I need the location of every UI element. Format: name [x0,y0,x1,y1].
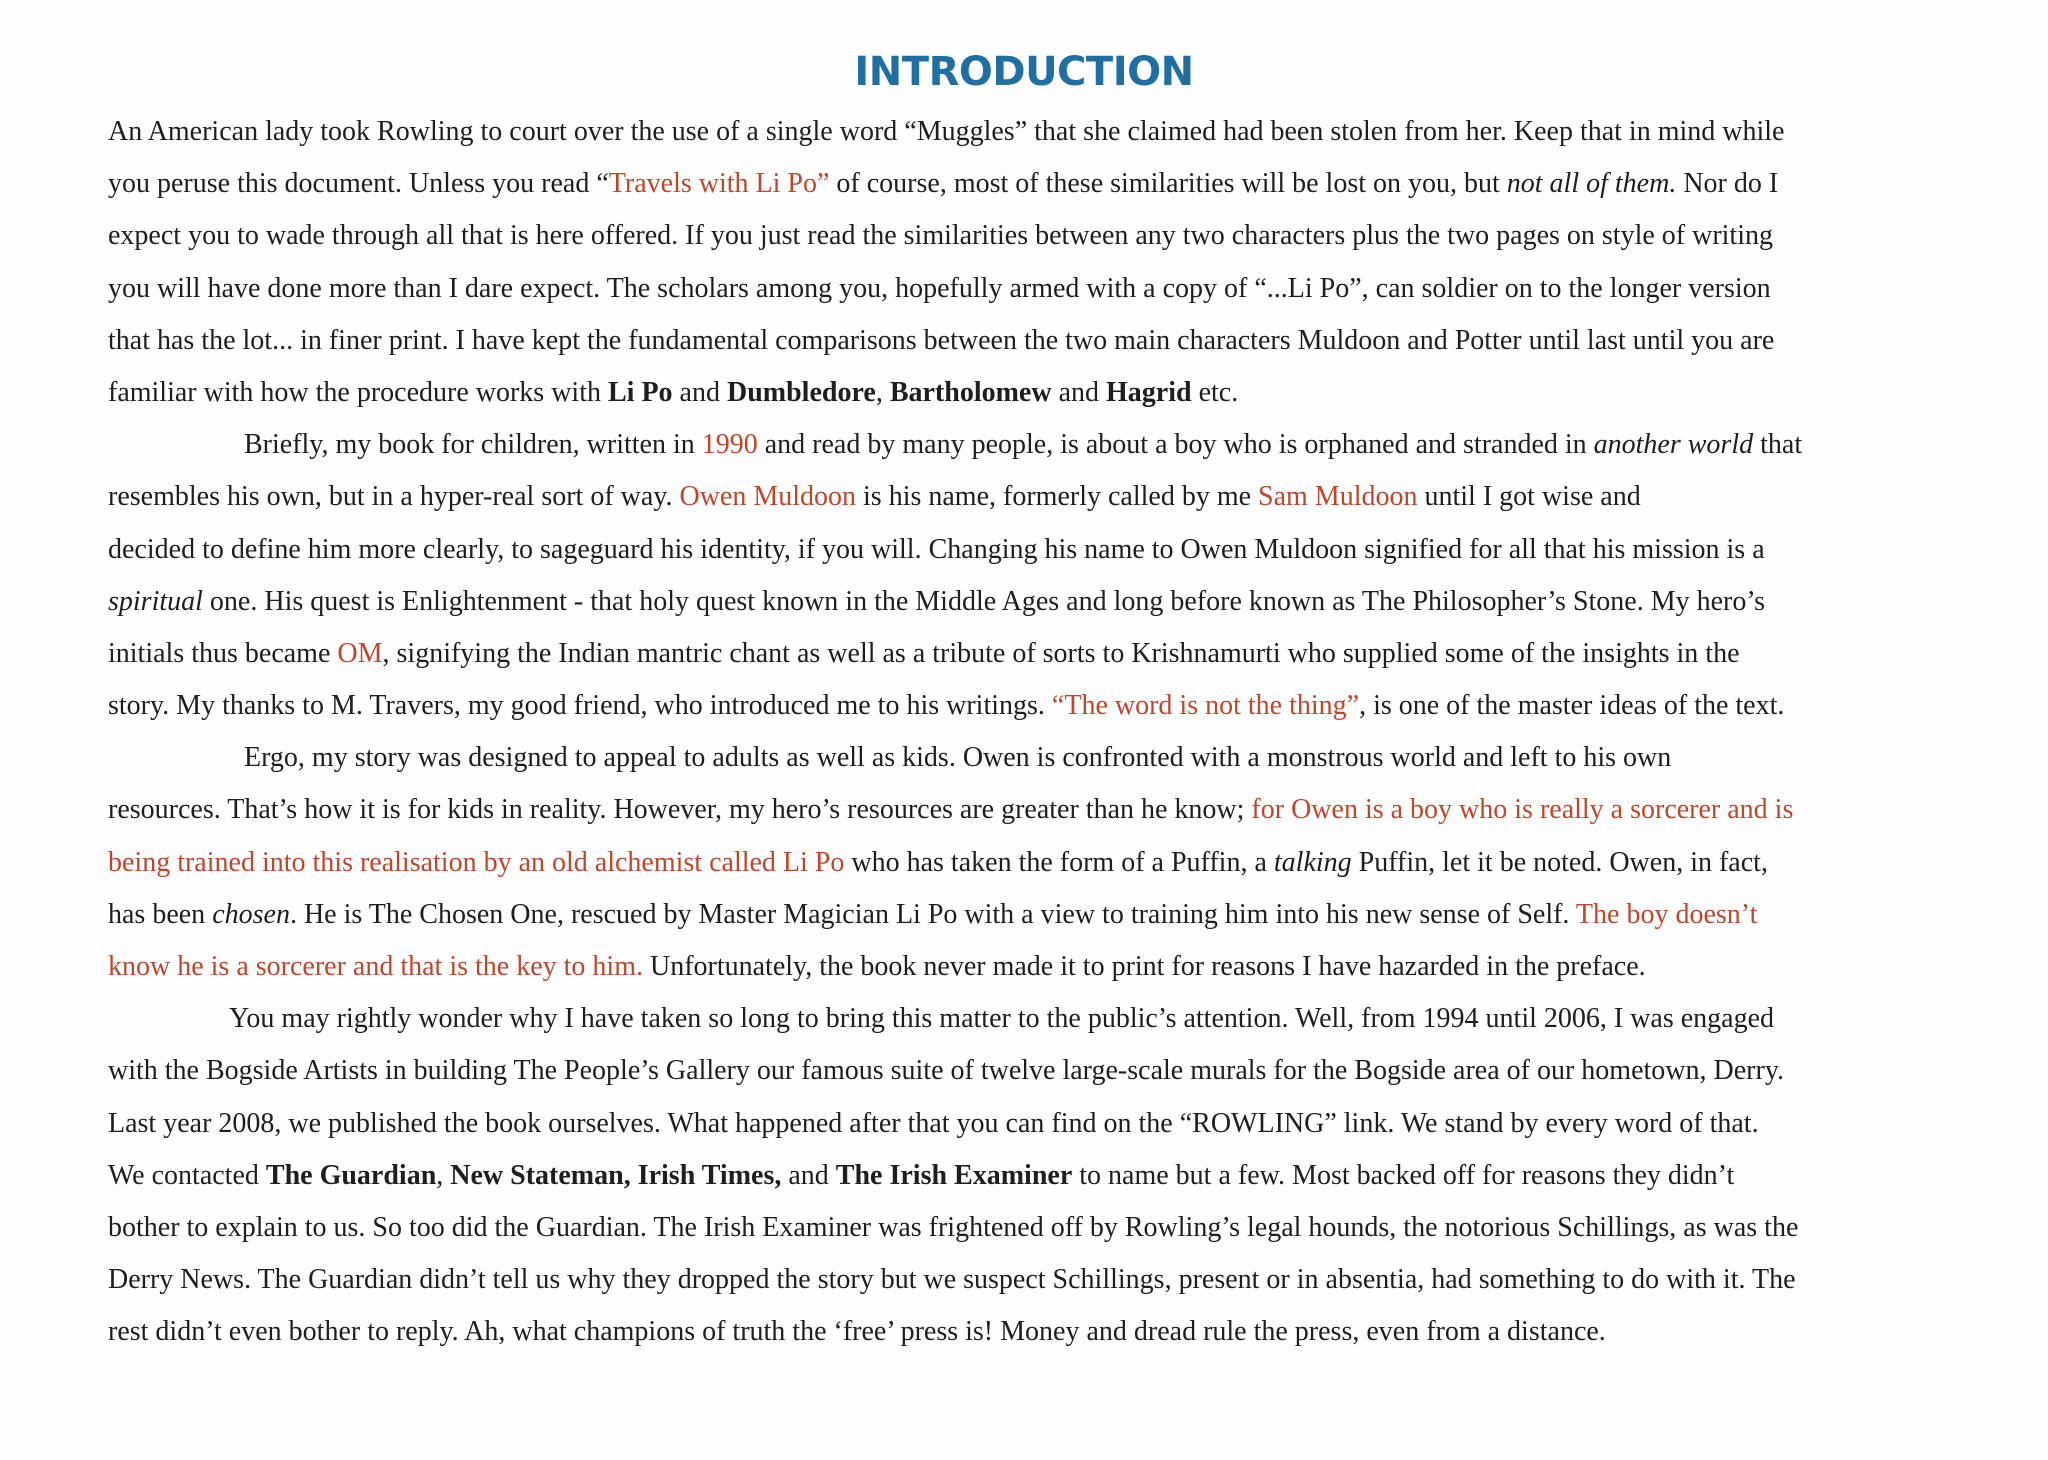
bold-text: Dumbledore [726,376,876,408]
italic-text: spiritual [108,585,203,617]
text-run: , signifying the Indian mantric chant as well as a tribute of sorts to Krishnamurti who supplied some of the insights in the [382,637,1740,669]
italic-text: chosen [212,898,290,930]
italic-text: another world [1593,429,1754,461]
highlighted-text: The boy doesn’t [1575,898,1758,930]
text-run: resources. That’s how it is for kids in reality. However, my hero’s resources are greater than he know; [108,794,1252,826]
text-run: familiar with how the procedure works with [108,376,608,408]
text-run: and [781,1159,836,1191]
bold-text: Li Po [607,376,673,408]
text-line [108,784,2008,836]
highlighted-text: “The word is not the thing” [1051,690,1360,722]
italic-text: not all of them. [1506,168,1677,200]
bold-text: Bartholomew [889,376,1052,408]
text-line [108,1306,2008,1358]
text-run: Nor do I [1676,168,1779,200]
text-run: resembles his own, but in a hyper-real sort of way. [108,481,680,513]
text-run: you will have done more than I dare expect. The scholars among you, hopefully armed with a copy of “...Li Po”, can soldier on to the longer version [108,272,1771,304]
text-run: has been [108,898,213,930]
text-run: that [1753,429,1803,461]
text-run: decided to define him more clearly, to sageguard his identity, if you will. Changing his name to Owen Muldoon signified for all that his mission is a [108,533,1765,565]
bold-text: New Stateman, Irish Times, [450,1159,782,1191]
text-run: and read by many people, is about a boy who is orphaned and stranded in [757,429,1594,461]
text-run: Last year 2008, we published the book ourselves. What happened after that you can find on the “ROWLING” link. We stand by every word of that. [108,1107,1759,1139]
text-run: , [436,1159,451,1191]
text-line [108,680,2008,732]
text-line [108,732,2008,784]
text-line [108,524,2008,576]
text-run: Puffin, let it be noted. Owen, in fact, [1351,846,1768,878]
bold-text: The Irish Examiner [835,1159,1073,1191]
highlighted-text: for Owen is a boy who is really a sorcerer and is [1251,794,1794,826]
text-run: , is one of the master ideas of the text. [1359,690,1785,722]
text-line [108,993,2008,1045]
text-line [108,1098,2008,1150]
text-line [108,837,2008,889]
text-run: to name but a few. Most backed off for reasons they didn’t [1072,1159,1735,1191]
text-run: etc. [1191,376,1239,408]
text-line [108,367,2008,419]
text-run: Unfortunately, the book never made it to print for reasons I have hazarded in the preface. [642,951,1646,982]
text-run: Derry News. The Guardian didn’t tell us why they dropped the story but we suspect Schillings, present or in absentia, had something to do with it. The [108,1264,1796,1296]
bold-text: Hagrid [1106,376,1192,408]
text-line [108,576,2008,628]
text-run: . He is The Chosen One, rescued by Master Magician Li Po with a view to training him into his new sense of Self. [289,898,1576,930]
highlighted-text: Owen Muldoon [679,481,857,513]
text-line [108,106,2008,158]
text-line [108,210,2008,262]
text-line [108,263,2008,315]
text-run: story. My thanks to M. Travers, my good friend, who introduced me to his writings. [108,690,1052,722]
text-line [108,1254,2008,1306]
highlighted-text: OM [337,637,383,669]
highlighted-text: Travels with Li Po” [608,168,830,200]
highlighted-text: know he is a sorcerer and that is the key to him. [108,951,643,982]
text-line [108,1150,2008,1202]
text-run: is his name, formerly called by me [856,481,1259,513]
page-title: INTRODUCTION [854,49,1194,95]
text-line [108,628,2008,680]
text-run: of course, most of these similarities will be lost on you, but [829,168,1507,200]
highlighted-text: being trained into this realisation by an old alchemist called Li Po [108,846,845,878]
text-run: expect you to wade through all that is here offered. If you just read the similarities between any two characters plus the two pages on style of writing [108,220,1773,252]
text-run: who has taken the form of a Puffin, a [844,846,1274,878]
text-line [108,889,2008,941]
text-run: and [672,376,727,408]
text-run: , [875,376,890,408]
text-line [108,471,2008,523]
text-run: and [1051,376,1107,408]
text-line [108,1045,2008,1097]
italic-text: talking [1273,846,1352,878]
highlighted-text: 1990 [701,429,758,461]
text-run: An American lady took Rowling to court over the use of a single word “Muggles” that she claimed had been stolen from her. Keep that in mind while [108,116,1785,147]
highlighted-text: Sam Muldoon [1258,481,1418,513]
text-run: bother to explain to us. So too did the Guardian. The Irish Examiner was frightened off by Rowling’s legal hounds, the notorious Schillings, as was the [108,1211,1799,1243]
text-run: with the Bogside Artists in building The People’s Gallery our famous suite of twelve large-scale murals for the Bogside area of our hometown, Derry. [108,1055,1784,1087]
text-run: one. His quest is Enlightenment - that holy quest known in the Middle Ages and long before known as The Philosopher’s Stone. My hero’s [202,585,1766,617]
text-run: We contacted [108,1159,266,1191]
text-run: until I got wise and [1417,481,1641,513]
text-line [108,315,2008,367]
text-run: Briefly, my book for children, written in [244,429,702,461]
text-line [108,941,2008,993]
text-run: rest didn’t even bother to reply. Ah, what champions of truth the ‘free’ press is! Money and dread rule the press, even from a distance. [108,1316,1606,1348]
bold-text: The Guardian [265,1159,437,1191]
text-run: you peruse this document. Unless you read “ [108,168,609,200]
text-line [108,1202,2008,1254]
text-run: You may rightly wonder why I have taken so long to bring this matter to the public’s attention. Well, from 1994 until 2006, I was engaged [229,1003,1775,1035]
text-run: Ergo, my story was designed to appeal to adults as well as kids. Owen is confronted with a monstrous world and left to his own [244,742,1672,774]
text-run: that has the lot... in finer print. I have kept the fundamental comparisons between the two main characters Muldoon and Potter until last until you are [108,324,1775,356]
text-line [108,158,2008,210]
document-body [108,106,2008,1359]
text-run: initials thus became [108,637,338,669]
text-line [108,419,2008,471]
